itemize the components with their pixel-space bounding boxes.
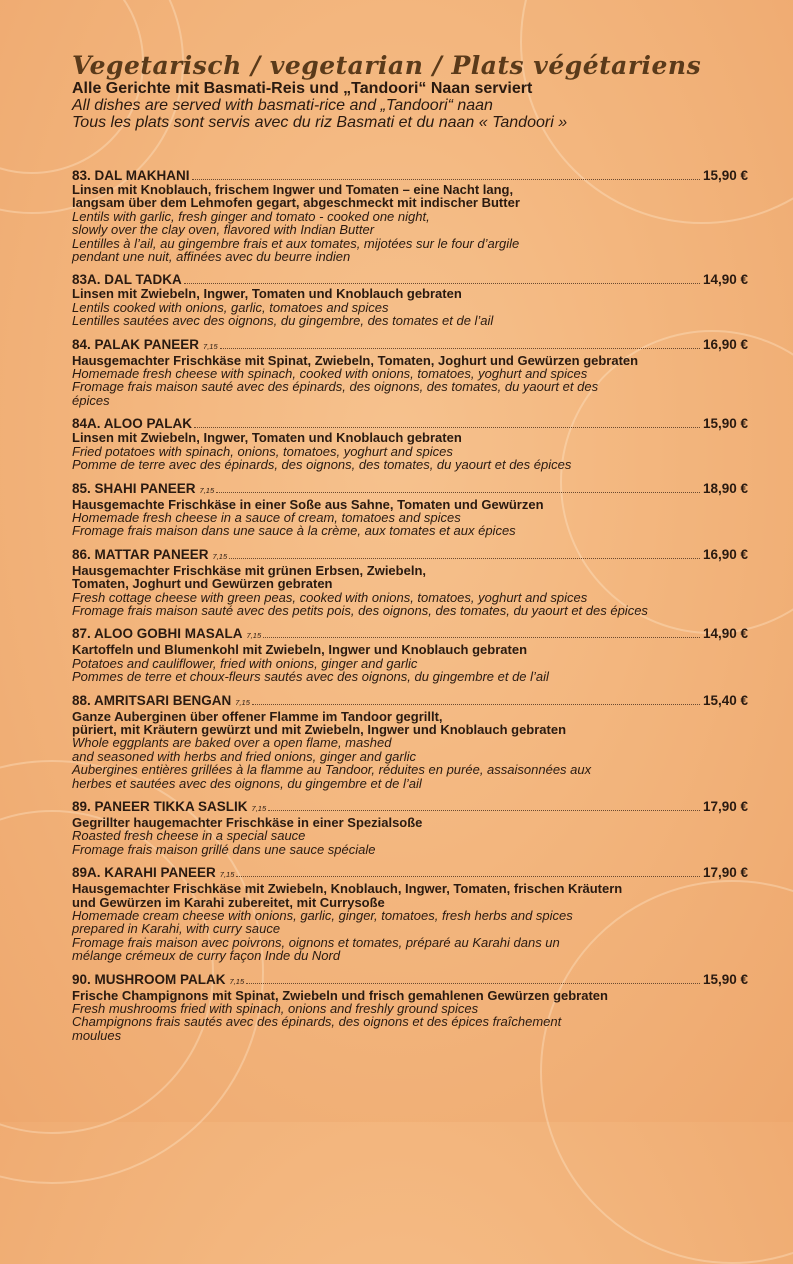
description-english: Homemade fresh cheese with spinach, cooked with onions, tomatoes, yoghurt and spices: [72, 366, 588, 382]
dot-leader: [192, 179, 700, 180]
description-english: Fresh mushrooms fried with spinach, onions and freshly ground spices: [72, 1001, 479, 1017]
menu-item: [72, 866, 748, 962]
description-german: Hausgemachter Frischkäse mit grünen Erbsen, Zwiebeln,: [72, 562, 426, 578]
description-english: Potatoes and cauliflower, fried with onions, ginger and garlic: [72, 655, 418, 671]
description-french: pendant une nuit, affinées avec du beurre indien: [72, 249, 351, 265]
description-german: Linsen mit Zwiebeln, Ingwer, Tomaten und Knoblauch gebraten: [72, 430, 462, 446]
menu-item: [72, 338, 748, 408]
dish-price: 15,90 €: [702, 168, 748, 183]
dot-leader: [263, 637, 700, 638]
menu-item-header: [72, 482, 748, 498]
menu-item-header: [72, 338, 748, 354]
dish-name: 83. DAL MAKHANI: [72, 168, 190, 183]
description-english: Fresh cottage cheese with green peas, cooked with onions, tomatoes, yoghurt and spices: [72, 589, 588, 605]
menu-item: [72, 273, 748, 327]
allergen-codes: 7,15: [229, 976, 245, 986]
allergen-codes: 7,15: [212, 551, 228, 561]
description-french: mélange crémeux de curry façon Inde du Nord: [72, 948, 341, 964]
description-english: and seasoned with herbs and fried onions, ginger and garlic: [72, 748, 417, 764]
allergen-codes: 7,15: [219, 870, 235, 880]
page-title: Vegetarisch / vegetarian / Plats végétariens: [72, 51, 702, 80]
dish-price: 16,90 €: [702, 546, 748, 562]
dot-leader: [246, 983, 700, 984]
dish-name: 85. SHAHI PANEER: [72, 480, 196, 496]
description-german: und Gewürzen im Karahi zubereitet, mit Currysoße: [72, 894, 385, 910]
dish-name: 89. PANEER TIKKA SASLIK: [72, 799, 248, 814]
description-french: épices: [72, 392, 110, 408]
dot-leader: [216, 492, 700, 493]
subtitle-french: Tous les plats sont servis avec du riz Basmati et du naan « Tandoori »: [72, 114, 568, 131]
description-german: püriert, mit Kräutern gewürzt und mit Zwiebeln, Ingwer und Knoblauch gebraten: [72, 721, 567, 737]
allergen-codes: 7,15: [199, 485, 215, 495]
description-french: Fromage frais maison dans une sauce à la crème, aux tomates et aux épices: [72, 523, 516, 539]
description-french: Lentilles à l’ail, au gingembre frais et aux tomates, mijotées sur le four d’argile: [72, 235, 520, 251]
dish-name: 90. MUSHROOM PALAK: [72, 971, 226, 987]
menu-item-header: [72, 694, 748, 710]
description-french: Fromage frais maison sauté avec des épinards, des oignons, des tomates, du yaourt et des: [72, 379, 599, 395]
dot-leader: [220, 348, 700, 349]
description-french: Pomme de terre avec des épinards, des oignons, des tomates, du yaourt et des épices: [72, 457, 572, 473]
menu-items-list: [72, 169, 748, 1052]
description-french: Pommes de terre et choux-fleurs sautés avec des oignons, du gingembre et de l’ail: [72, 669, 549, 685]
menu-item-header: [72, 973, 748, 989]
description-french: Fromage frais maison sauté avec des petits pois, des oignons, des tomates, du yaourt et des épices: [72, 602, 648, 618]
dish-price: 17,90 €: [702, 799, 748, 814]
allergen-codes: 7,15: [251, 804, 267, 813]
description-german: Hausgemachter Frischkäse mit Spinat, Zwiebeln, Tomaten, Joghurt und Gewürzen gebraten: [72, 352, 639, 368]
description-english: Whole eggplants are baked over a open flame, mashed: [72, 735, 392, 751]
menu-item-header: [72, 273, 748, 287]
dish-price: 16,90 €: [702, 336, 748, 352]
dot-leader: [236, 876, 700, 877]
description-english: Roasted fresh cheese in a special sauce: [72, 828, 306, 844]
menu-item: [72, 800, 748, 856]
allergen-codes: 7,15: [235, 697, 250, 707]
dish-price: 14,90 €: [702, 272, 748, 288]
description-german: Hausgemachte Frischkäse in einer Soße aus Sahne, Tomaten und Gewürzen: [72, 496, 544, 512]
menu-item-header: [72, 866, 748, 882]
description-french: Champignons frais sautés avec des épinards, des oignons et des épices fraîchement: [72, 1014, 562, 1030]
description-german: langsam über dem Lehmofen gegart, abgeschmeckt mit indischer Butter: [72, 195, 520, 211]
description-french: herbes et sautées avec des oignons, du gingembre et de l’ail: [72, 775, 422, 791]
description-french: Fromage frais maison avec poivrons, oignons et tomates, préparé au Karahi dans un: [72, 934, 560, 950]
description-french: moulues: [72, 1027, 122, 1043]
dish-name: 83A. DAL TADKA: [72, 272, 182, 288]
menu-item: [72, 417, 748, 471]
description-english: slowly over the clay oven, flavored with Indian Butter: [72, 222, 375, 238]
menu-item: [72, 973, 748, 1043]
menu-item: [72, 627, 748, 683]
dish-name: 88. AMRITSARI BENGAN: [72, 692, 232, 708]
allergen-codes: 7,15: [246, 631, 262, 641]
subtitle-german: Alle Gerichte mit Basmati-Reis und „Tandoori“ Naan serviert: [72, 80, 533, 97]
menu-item-header: [72, 169, 748, 183]
description-english: Homemade fresh cheese in a sauce of cream, tomatoes and spices: [72, 509, 461, 525]
dot-leader: [252, 704, 700, 705]
menu-item: [72, 548, 748, 618]
description-english: Lentils cooked with onions, garlic, tomatoes and spices: [72, 299, 389, 315]
menu-item-header: [72, 548, 748, 564]
dish-price: 15,90 €: [702, 416, 748, 432]
description-french: Lentilles sautées avec des oignons, du gingembre, des tomates et de l’ail: [72, 313, 494, 329]
description-german: Hausgemachter Frischkäse mit Zwiebeln, Knoblauch, Ingwer, Tomaten, frischen Kräutern: [72, 881, 623, 897]
menu-header: [72, 52, 748, 131]
dish-name: 86. MATTAR PANEER: [72, 546, 209, 562]
allergen-codes: 7,15: [203, 341, 218, 351]
menu-item: [72, 482, 748, 538]
description-french: Fromage frais maison grillé dans une sauce spéciale: [72, 841, 376, 857]
dish-price: 17,90 €: [702, 865, 748, 881]
description-english: Lentils with garlic, fresh ginger and tomato - cooked one night,: [72, 208, 430, 224]
menu-item-header: [72, 800, 748, 816]
dish-name: 87. ALOO GOBHI MASALA: [72, 626, 243, 642]
dish-price: 18,90 €: [702, 480, 748, 496]
description-german: Tomaten, Joghurt und Gewürzen gebraten: [72, 576, 333, 592]
dish-name: 84. PALAK PANEER: [72, 336, 200, 352]
description-german: Frische Champignons mit Spinat, Zwiebeln und frisch gemahlenen Gewürzen gebraten: [72, 987, 608, 1003]
dish-price: 15,40 €: [702, 692, 748, 708]
dot-leader: [184, 283, 700, 284]
description-german: Linsen mit Knoblauch, frischem Ingwer und Tomaten – eine Nacht lang,: [72, 182, 514, 197]
menu-item-header: [72, 417, 748, 431]
description-german: Ganze Auberginen über offener Flamme im Tandoor gegrillt,: [72, 708, 443, 724]
menu-item-header: [72, 627, 748, 643]
description-english: Homemade cream cheese with onions, garlic, ginger, tomatoes, fresh herbs and spices: [72, 908, 573, 924]
dish-price: 14,90 €: [702, 626, 748, 642]
description-french: Aubergines entières grillées à la flamme au Tandoor, réduites en purée, assaisonnées aux: [72, 762, 592, 778]
description-german: Kartoffeln und Blumenkohl mit Zwiebeln, Ingwer und Knoblauch gebraten: [72, 642, 528, 658]
dish-name: 84A. ALOO PALAK: [72, 416, 193, 432]
dish-price: 15,90 €: [702, 971, 748, 987]
dish-name: 89A. KARAHI PANEER: [72, 865, 216, 881]
description-english: Fried potatoes with spinach, onions, tomatoes, yoghurt and spices: [72, 443, 453, 459]
description-german: Linsen mit Zwiebeln, Ingwer, Tomaten und Knoblauch gebraten: [72, 286, 462, 302]
dot-leader: [194, 427, 700, 428]
dot-leader: [229, 558, 700, 559]
menu-item: [72, 694, 748, 790]
description-english: prepared in Karahi, with curry sauce: [72, 921, 281, 937]
menu-item: [72, 169, 748, 263]
subtitle-english: All dishes are served with basmati-rice and „Tandoori“ naan: [72, 97, 493, 114]
description-german: Gegrillter haugemachter Frischkäse in einer Spezialsoße: [72, 815, 423, 830]
dot-leader: [268, 810, 700, 811]
